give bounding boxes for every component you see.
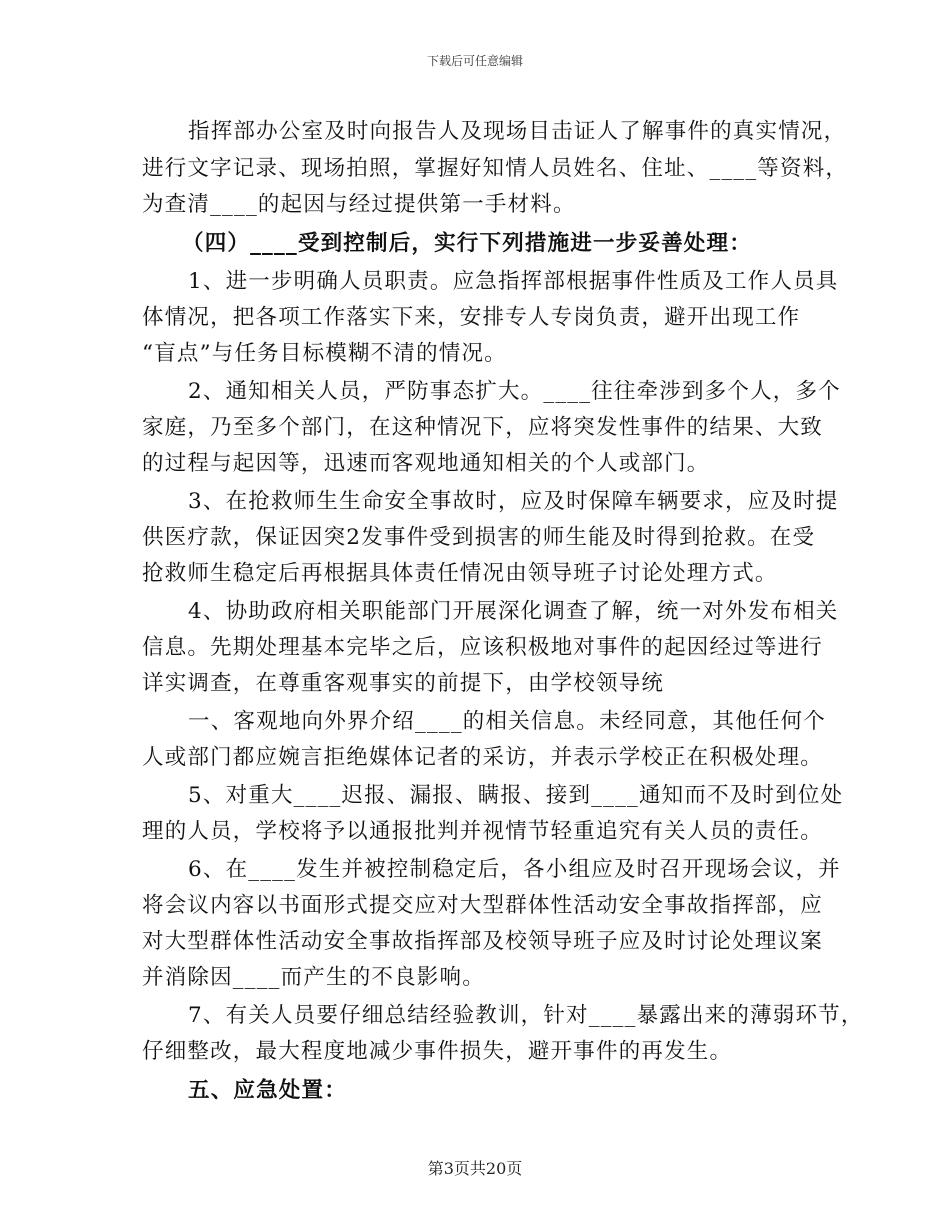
- paragraph-line: 供医疗款，保证因突2发事件受到损害的师生能及时得到抢救。在受: [142, 525, 816, 550]
- paragraph-line: 一、客观地向外界介绍____的相关信息。未经同意，其他任何个: [188, 709, 827, 734]
- paragraph-line: 7、有关人员要仔细总结经验教训，针对____暴露出来的薄弱环节，: [188, 1003, 864, 1028]
- paragraph-line: 信息。先期处理基本完毕之后，应该积极地对事件的起因经过等进行: [142, 635, 824, 660]
- paragraph-line: 5、对重大____迟报、漏报、瞒报、接到____通知而不及时到位处: [188, 783, 844, 808]
- paragraph-line: 指挥部办公室及时向报告人及现场目击证人了解事件的真实情况，: [188, 119, 847, 144]
- paragraph-line: 3、在抢救师生生命安全事故时，应及时保障车辆要求，应及时提: [188, 489, 839, 514]
- paragraph-line: 将会议内容以书面形式提交应对大型群体性活动安全事故指挥部，应: [142, 893, 824, 918]
- paragraph-line: 并消除因____而产生的不良影响。: [142, 965, 485, 990]
- paragraph-line: 对大型群体性活动安全事故指挥部及校领导班子应及时讨论处理议案: [142, 929, 824, 954]
- paragraph-line: 的过程与起因等，迅速而客观地通知相关的个人或部门。: [142, 451, 710, 476]
- paragraph-line: 进行文字记录、现场拍照，掌握好知情人员姓名、住址、____等资料，: [142, 156, 849, 181]
- paragraph-line: 家庭，乃至多个部门，在这种情况下，应将突发性事件的结果、大致: [142, 415, 824, 440]
- page-header: 下载后可任意编辑: [426, 54, 523, 68]
- paragraph-line: 4、协助政府相关职能部门开展深化调查了解，统一对外发布相关: [188, 599, 839, 624]
- paragraph-line: 仔细整改，最大程度地减少事件损失，避开事件的再发生。: [142, 1039, 733, 1064]
- paragraph-line: 理的人员，学校将予以通报批判并视情节轻重追究有关人员的责任。: [142, 819, 824, 844]
- section-heading: 五、应急处置：: [188, 1078, 347, 1103]
- paragraph-line: “盲点”与任务目标模糊不清的情况。: [142, 341, 507, 366]
- paragraph-line: 抢救师生稳定后再根据具体责任情况由领导班子讨论处理方式。: [142, 561, 778, 586]
- paragraph-line: 为查清____的起因与经过提供第一手材料。: [142, 192, 576, 217]
- paragraph-line: 6、在____发生并被控制稳定后，各小组应及时召开现场会议，并: [188, 857, 841, 882]
- paragraph-line: 体情况，把各项工作落实下来，安排专人专岗负责，避开出现工作: [142, 305, 801, 330]
- paragraph-line: 人或部门都应婉言拒绝媒体记者的采访，并表示学校正在积极处理。: [142, 745, 824, 770]
- paragraph-line: 1、进一步明确人员职责。应急指挥部根据事件性质及工作人员具: [188, 269, 839, 294]
- paragraph-line: 详实调查，在尊重客观事实的前提下，由学校领导统: [142, 671, 665, 696]
- page-number: 第3页共20页: [427, 1159, 523, 1178]
- paragraph-line: 2、通知相关人员，严防事态扩大。____往往牵涉到多个人，多个: [188, 379, 841, 404]
- section-heading: （四）____受到控制后，实行下列措施进一步妥善处理：: [182, 231, 752, 256]
